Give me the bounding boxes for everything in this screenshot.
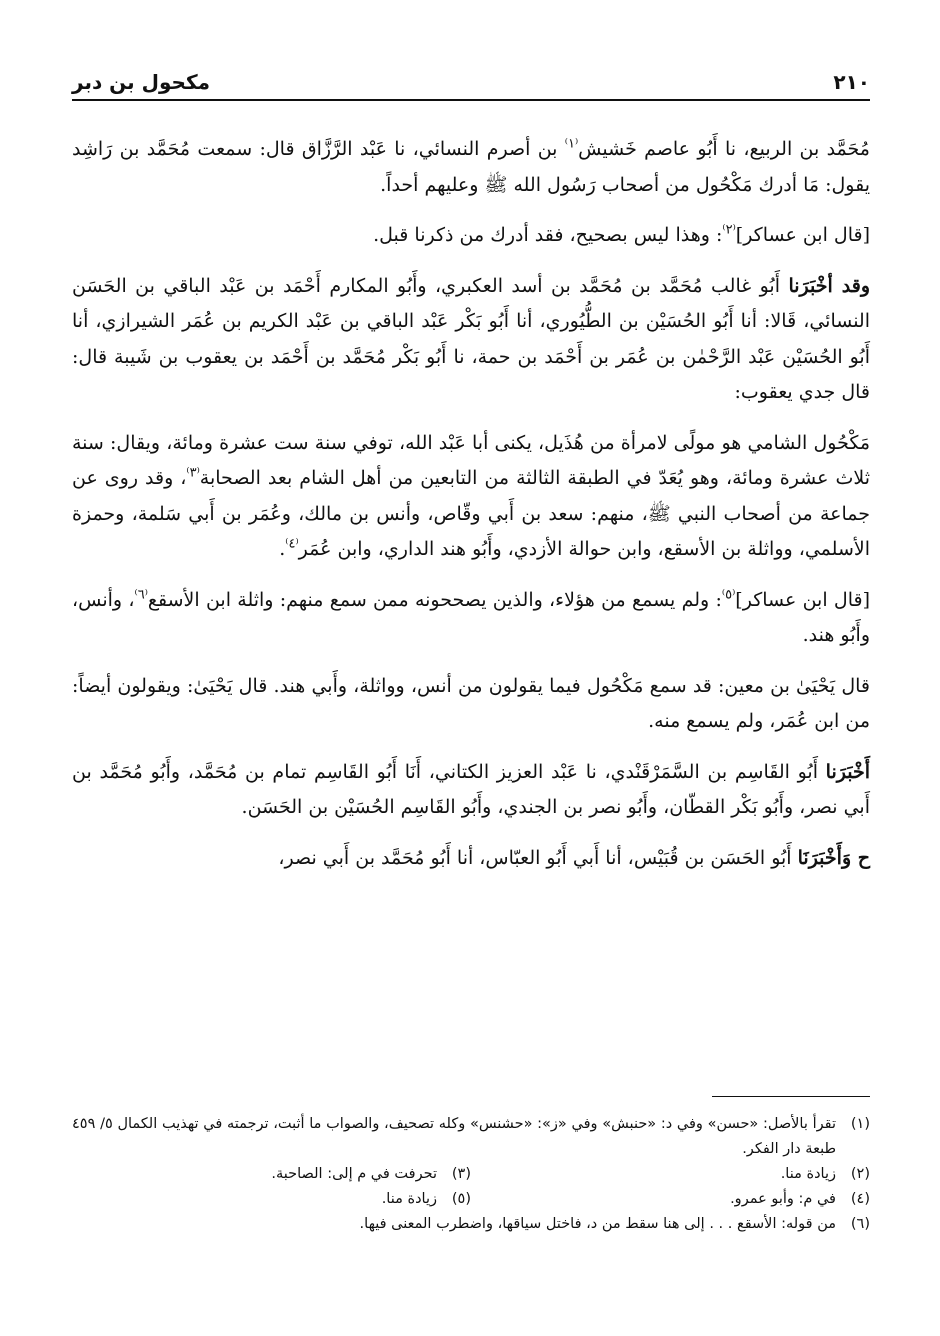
footnote-6: (٦) من قوله: الأسقع . . . إلى هنا سقط من د، فاختل سياقها، واضطرب المعنى فيها. bbox=[359, 1216, 870, 1232]
paragraph-5: [قال ابن عساكر]$^{^(٥^)}$: ولم يسمع من هؤلاء، والذين يصححونه ممن سمع منهم: واثلة ابن الأسقع$^{^(٦^)}$، وأنس، وأَبُو هند. bbox=[72, 587, 870, 646]
footnote-rule bbox=[712, 1096, 870, 1097]
footnotes bbox=[72, 1112, 870, 1237]
footnote-5: (٥) زيادة منا. bbox=[381, 1191, 471, 1207]
footnote-ref-2[interactable]: ⁽٢⁾ bbox=[722, 222, 736, 238]
paragraph-7: أَخْبَرَنا أَبُو القَاسِم بن السَّمَرْقَنْدي، نا عَبْد العزيز الكتاني، أَنَا أَبُو القَاسِم تمام بن مُحَمَّد، وأَبُو مُحَمَّد بن أَبي نصر، وأَبُو بَكْر القطّان، وأَبُو نصر بن الجندي، وأَبُو القَاسِم الحُسَيْن بن الحَسَن. bbox=[72, 760, 870, 818]
footnote-4: (٤) في م: وأبو عمرو. bbox=[730, 1191, 870, 1207]
footnote-1: (١) تقرأ بالأصل: «حسن» وفي د: «حنبش» وفي «ز»: «حشنس» وكله تصحيف، والصواب ما أثبت، ترجمته في تهذيب الكمال ٥/ ٤٥٩ طبعة دار الفكر. bbox=[72, 1116, 870, 1157]
footnote-row bbox=[72, 1187, 870, 1212]
main-text bbox=[72, 132, 870, 891]
header-rule bbox=[72, 99, 870, 101]
paragraph-2: [قال ابن عساكر]$^{^(٢^)}$: وهذا ليس بصحيح، فقد أدرك من ذكرنا قبل. bbox=[373, 222, 870, 246]
footnote-3: (٣) تحرفت في م إلى: الصاحبة. bbox=[271, 1166, 471, 1182]
footnote-ref-5[interactable]: ⁽٥⁾ bbox=[721, 587, 736, 603]
paragraph-3: وقد أخْبَرَنا أَبُو غالب مُحَمَّد بن مُحَمَّد بن أسد العكبري، وأَبُو المكارم أَحْمَد بن عَبْد الباقي بن الحَسَن النسائي، قَالا: أنا أَبُو الحُسَيْن بن الطُّيُوري، أنا أَبُو بَكْر عَبْد الباقي بن عَبْد الكريم بن عُمَر الشيرازي، أنا أَبُو الحُسَيْن عَبْد الرَّحْمٰن بن عُمَر بن أَحْمَد بن حمة، نا أَبُو بَكْر مُحَمَّد بن أَحْمَد بن يعقوب بن شَيبة قال: قال جدي يعقوب: bbox=[72, 274, 870, 403]
footnote-ref-3[interactable]: ⁽٣⁾ bbox=[186, 465, 200, 481]
footnote-row bbox=[72, 1162, 870, 1187]
footnote-ref-6[interactable]: ⁽٦⁾ bbox=[134, 587, 148, 603]
paragraph-4: مَكْحُول الشامي هو مولًى لامرأة من هُذَيل، يكنى أبا عَبْد الله، توفي سنة ست عشرة ومائة، ويقال: سنة ثلاث عشرة ومائة، وهو يُعَدّ في الطبقة الثالثة من التابعين من أهل الشام بعد الصحابة$^{^(٣^)}$، وقد روى عن جماعة من أصحاب النبي ﷺ، منهم: سعد بن أَبي وقّاص، وأنس بن مالك، وعُمَر بن أَبي سَلمة، وحمزة الأسلمي، وواثلة بن الأسقع، وابن حوالة الأزدي، وأَبُو هند الداري، وابن عُمَر$^{^(٤^)}$. bbox=[72, 431, 871, 560]
footnote-ref-1[interactable]: ⁽١⁾ bbox=[564, 136, 579, 152]
footnote-2: (٢) زيادة منا. bbox=[780, 1166, 870, 1182]
paragraph-6: قال يَحْيَىٰ بن معين: قد سمع مَكْحُول فيما يقولون من أنس، وواثلة، وأَبي هند. قال يَحْيَىٰ: ويقولون أيضاً: من ابن عُمَر، ولم يسمع منه. bbox=[72, 674, 870, 732]
page-number: ٢١٠ bbox=[833, 70, 870, 94]
running-title: مكحول بن دبر bbox=[72, 70, 210, 94]
footnote-ref-4[interactable]: ⁽٤⁾ bbox=[285, 536, 299, 552]
paragraph-1: مُحَمَّد بن الربيع، نا أَبُو عاصم خَشيش$^{^(١^)}$ بن أصرم النسائي، نا عَبْد الرَّزَّاق قال: سمعت مُحَمَّد بن رَاشِد يقول: مَا أدرك مَكْحُول من أصحاب رَسُول الله ﷺ وعليهم أحداً. bbox=[72, 136, 870, 196]
page-header bbox=[72, 66, 870, 98]
paragraph-8: ح وَأَخْبَرَنَا أَبُو الحَسَن بن قُبَيْس، أنا أَبي أَبُو العبّاس، أنا أَبُو مُحَمَّد بن أَبي نصر، bbox=[278, 846, 870, 869]
